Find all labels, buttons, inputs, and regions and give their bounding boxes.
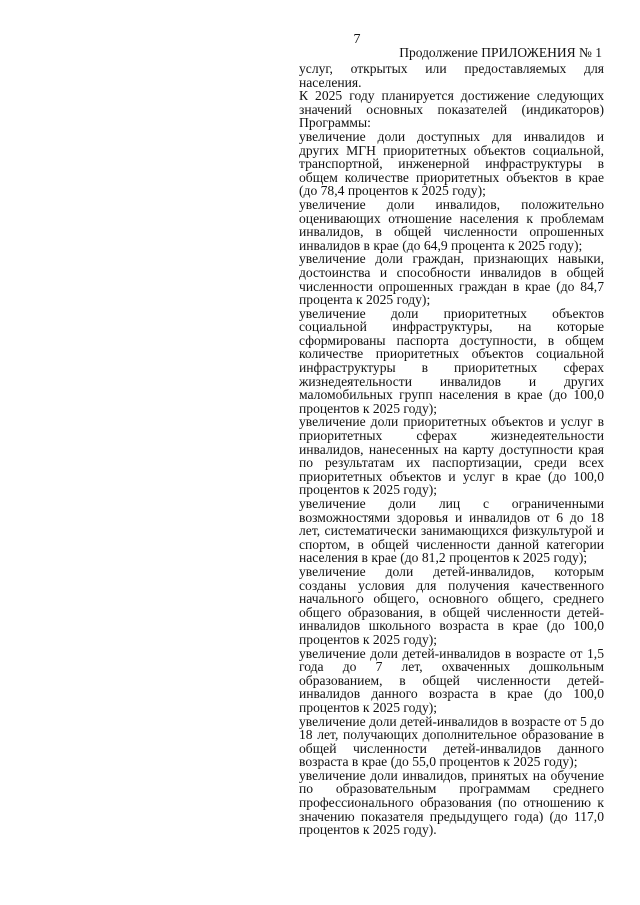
paragraph-citizens-recognition: увеличение доли граждан, признающих навыки, достоинства и способности инвалидов в общей численности опрошенных граждан в крае (до 84,7 процента к 2025 году); — [299, 251, 604, 308]
paragraph-indicators-intro: К 2025 году планируется достижение следующих значений основных показателей (индикаторов) Программы: — [299, 88, 604, 131]
document-body — [299, 62, 604, 837]
paragraph-services-continuation: услуг, открытых или предоставляемых для населения. — [299, 61, 604, 90]
paragraph-additional-education: увеличение доли детей-инвалидов в возрасте от 5 до 18 лет, получающих дополнительное образование в общей численности детей-инвалидов данного возраста в крае (до 55,0 процентов к 2025 году); — [299, 713, 604, 770]
paragraph-accessibility-passports: увеличение доли приоритетных объектов социальной инфраструктуры, на которые сформированы паспорта доступности, в общем количестве приоритетных объектов социальной инфраструктуры в приоритетных сферах жизнедеятельности инвалидов и других маломобильных групп населения в крае (до 100,0 процентов к 2025 году); — [299, 305, 604, 416]
paragraph-positive-attitude: увеличение доли инвалидов, положительно оценивающих отношение населения к проблемам инвалидов, в общей численности опрошенных инвалидов в крае (до 64,9 процента к 2025 году); — [299, 196, 604, 253]
appendix-continuation-label: Продолжение ПРИЛОЖЕНИЯ № 1 — [399, 45, 602, 60]
paragraph-vocational-education: увеличение доли инвалидов, принятых на обучение по образовательным программам среднего профессионального образования (по отношению к значению показателя предыдущего года) (до 117,0 процентов к 2025 году). — [299, 767, 604, 838]
paragraph-preschool-education: увеличение доли детей-инвалидов в возрасте от 1,5 года до 7 лет, охваченных дошкольным образованием, в общей численности детей-инвалидов данного возраста в крае (до 100,0 процентов к 2025 году); — [299, 645, 604, 715]
page-number: 7 — [353, 32, 361, 47]
paragraph-accessibility-map: увеличение доли приоритетных объектов и услуг в приоритетных сферах жизнедеятельности инвалидов, нанесенных на карту доступности края по результатам их паспортизации, среди всех приоритетных объектов и услуг в крае (до 100,0 процентов к 2025 году); — [299, 414, 604, 498]
paragraph-general-education: увеличение доли детей-инвалидов, которым созданы условия для получения качественного начального общего, основного общего, среднего общего образования, в общей численности детей-инвалидов школьного возраста в крае (до 100,0 процентов к 2025 году); — [299, 563, 604, 647]
paragraph-sports-participation: увеличение доли лиц с ограниченными возможностями здоровья и инвалидов от 6 до 18 лет, систематически занимающихся физкультурой и спортом, в общей численности данной категории населения в крае (до 81,2 процентов к 2025 году); — [299, 496, 604, 566]
paragraph-accessible-objects: увеличение доли доступных для инвалидов и других МГН приоритетных объектов социальной, транспортной, инженерной инфраструктуры в общем количестве приоритетных объектов в крае (до 78,4 процентов к 2025 году); — [299, 128, 604, 199]
